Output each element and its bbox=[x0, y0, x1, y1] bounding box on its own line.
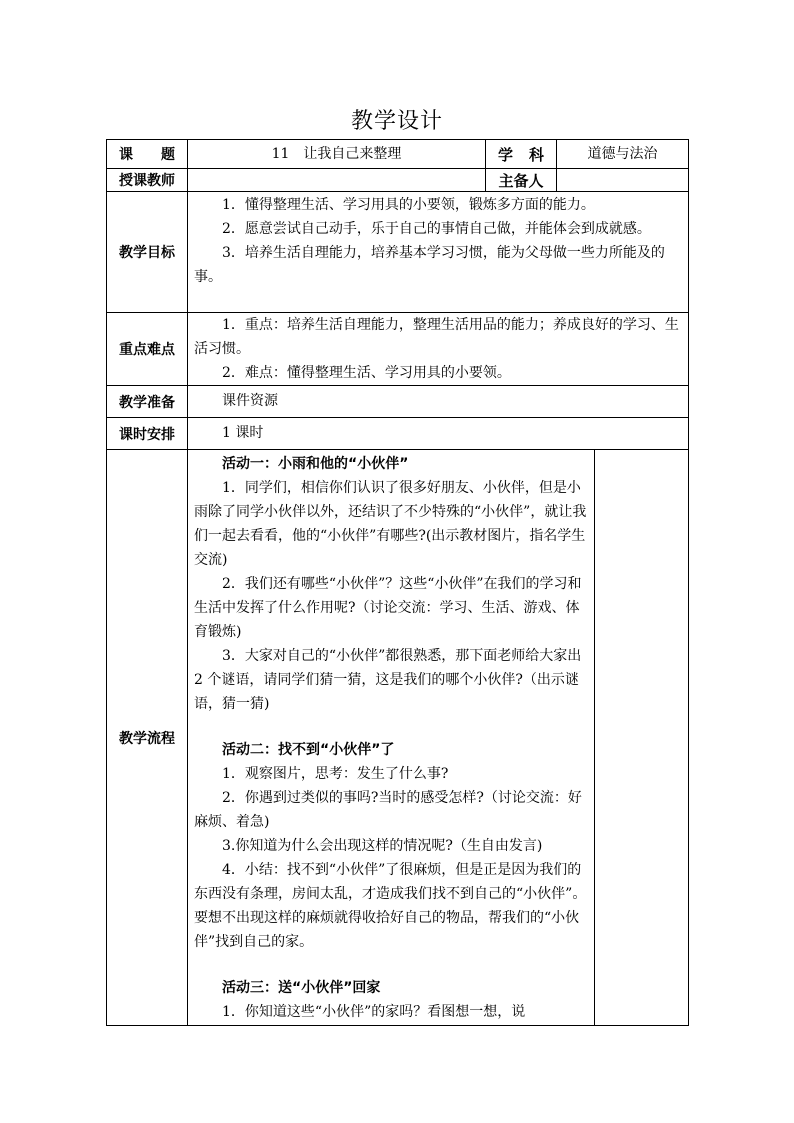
teacher-label: 授课教师 bbox=[119, 173, 175, 189]
activity-title: 活动一：小雨和他的“小伙伴” bbox=[222, 456, 409, 472]
subject-label-char-1: 学 bbox=[498, 145, 514, 164]
activity-item: 1．你知道这些“小伙伴”的家吗？看图想一想，说 bbox=[222, 1004, 526, 1020]
schedule-value bbox=[194, 418, 684, 449]
key-points-label: 重点难点 bbox=[119, 342, 175, 358]
page-title: 教学设计 bbox=[350, 109, 443, 134]
preparation-label: 教学准备 bbox=[119, 394, 175, 411]
activity-item: 4．小结：找不到“小伙伴”了很麻烦，但是正是因为我们的东西没有条理，房间太乱，才造成我们找不到自己的“小伙伴”。要想不出现这样的麻烦就得收拾好自己的物品，帮我们的“小伙伴”找到自己的家。 bbox=[194, 862, 587, 950]
key-point-item: 2．难点：懂得整理生活、学习用具的小要领。 bbox=[222, 365, 511, 381]
preparation-text: 课件资源 bbox=[222, 393, 278, 409]
activity-item: 2．我们还有哪些“小伙伴”？这些“小伙伴”在我们的学习和生活中发挥了什么作用呢?（讨论交流：学习、生活、游戏、体育锻炼) bbox=[194, 576, 582, 640]
preparer-value bbox=[557, 169, 688, 191]
activity-item: 2．你遇到过类似的事吗?当时的感受怎样?（讨论交流：好麻烦、着急) bbox=[194, 790, 582, 830]
objectives-content bbox=[194, 193, 684, 289]
activity-item: 3．大家对自己的“小伙伴”都很熟悉，那下面老师给大家出 2 个谜语，请同学们猜一猜，这是我们的哪个小伙伴?（出示谜语，猜一猜) bbox=[194, 648, 582, 712]
key-point-item: 1．重点：培养生活自理能力，整理生活用品的能力；养成良好的学习、生活习惯。 bbox=[194, 317, 679, 357]
preparation-value bbox=[194, 386, 684, 417]
topic-value: 11 让我自己来整理 bbox=[271, 146, 402, 162]
spacer bbox=[194, 716, 591, 738]
process-content bbox=[194, 452, 591, 1024]
topic-label bbox=[107, 140, 187, 168]
activity-item: 3.你知道为什么会出现这样的情况呢?（生自由发言) bbox=[222, 838, 543, 854]
objective-item: 1．懂得整理生活、学习用具的小要领，锻炼多方面的能力。 bbox=[222, 197, 595, 213]
objectives-label: 教学目标 bbox=[119, 245, 175, 261]
process-label: 教学流程 bbox=[119, 730, 175, 747]
topic-label-char-1: 课 bbox=[119, 147, 133, 163]
process-notes bbox=[595, 450, 688, 1025]
topic-label-char-2: 题 bbox=[161, 147, 175, 163]
schedule-label: 课时安排 bbox=[119, 426, 175, 443]
activity-title: 活动三：送“小伙伴”回家 bbox=[222, 980, 381, 996]
preparer-label: 主备人 bbox=[498, 171, 544, 190]
activity-item: 1．观察图片，思考：发生了什么事? bbox=[222, 766, 449, 782]
objective-item: 2．愿意尝试自己动手，乐于自己的事情自己做，并能体会到成就感。 bbox=[222, 221, 651, 237]
schedule-text: 1 课时 bbox=[222, 425, 264, 441]
subject-label-char-2: 科 bbox=[528, 145, 544, 164]
key-points-content bbox=[194, 313, 684, 385]
teacher-value bbox=[188, 169, 485, 191]
objective-item: 3．培养生活自理能力，培养基本学习习惯，能为父母做一些力所能及的事。 bbox=[194, 245, 665, 285]
subject-label bbox=[486, 140, 556, 168]
activity-title: 活动二：找不到“小伙伴”了 bbox=[222, 742, 395, 758]
activity-item: 1．同学们，相信你们认识了很多好朋友、小伙伴，但是小雨除了同学小伙伴以外，还结识了不少特殊的“小伙伴”，就让我们一起去看看，他的“小伙伴”有哪些?(出示教材图片，指名学生交流) bbox=[194, 480, 587, 568]
subject-value: 道德与法治 bbox=[587, 146, 658, 162]
spacer bbox=[194, 954, 591, 976]
